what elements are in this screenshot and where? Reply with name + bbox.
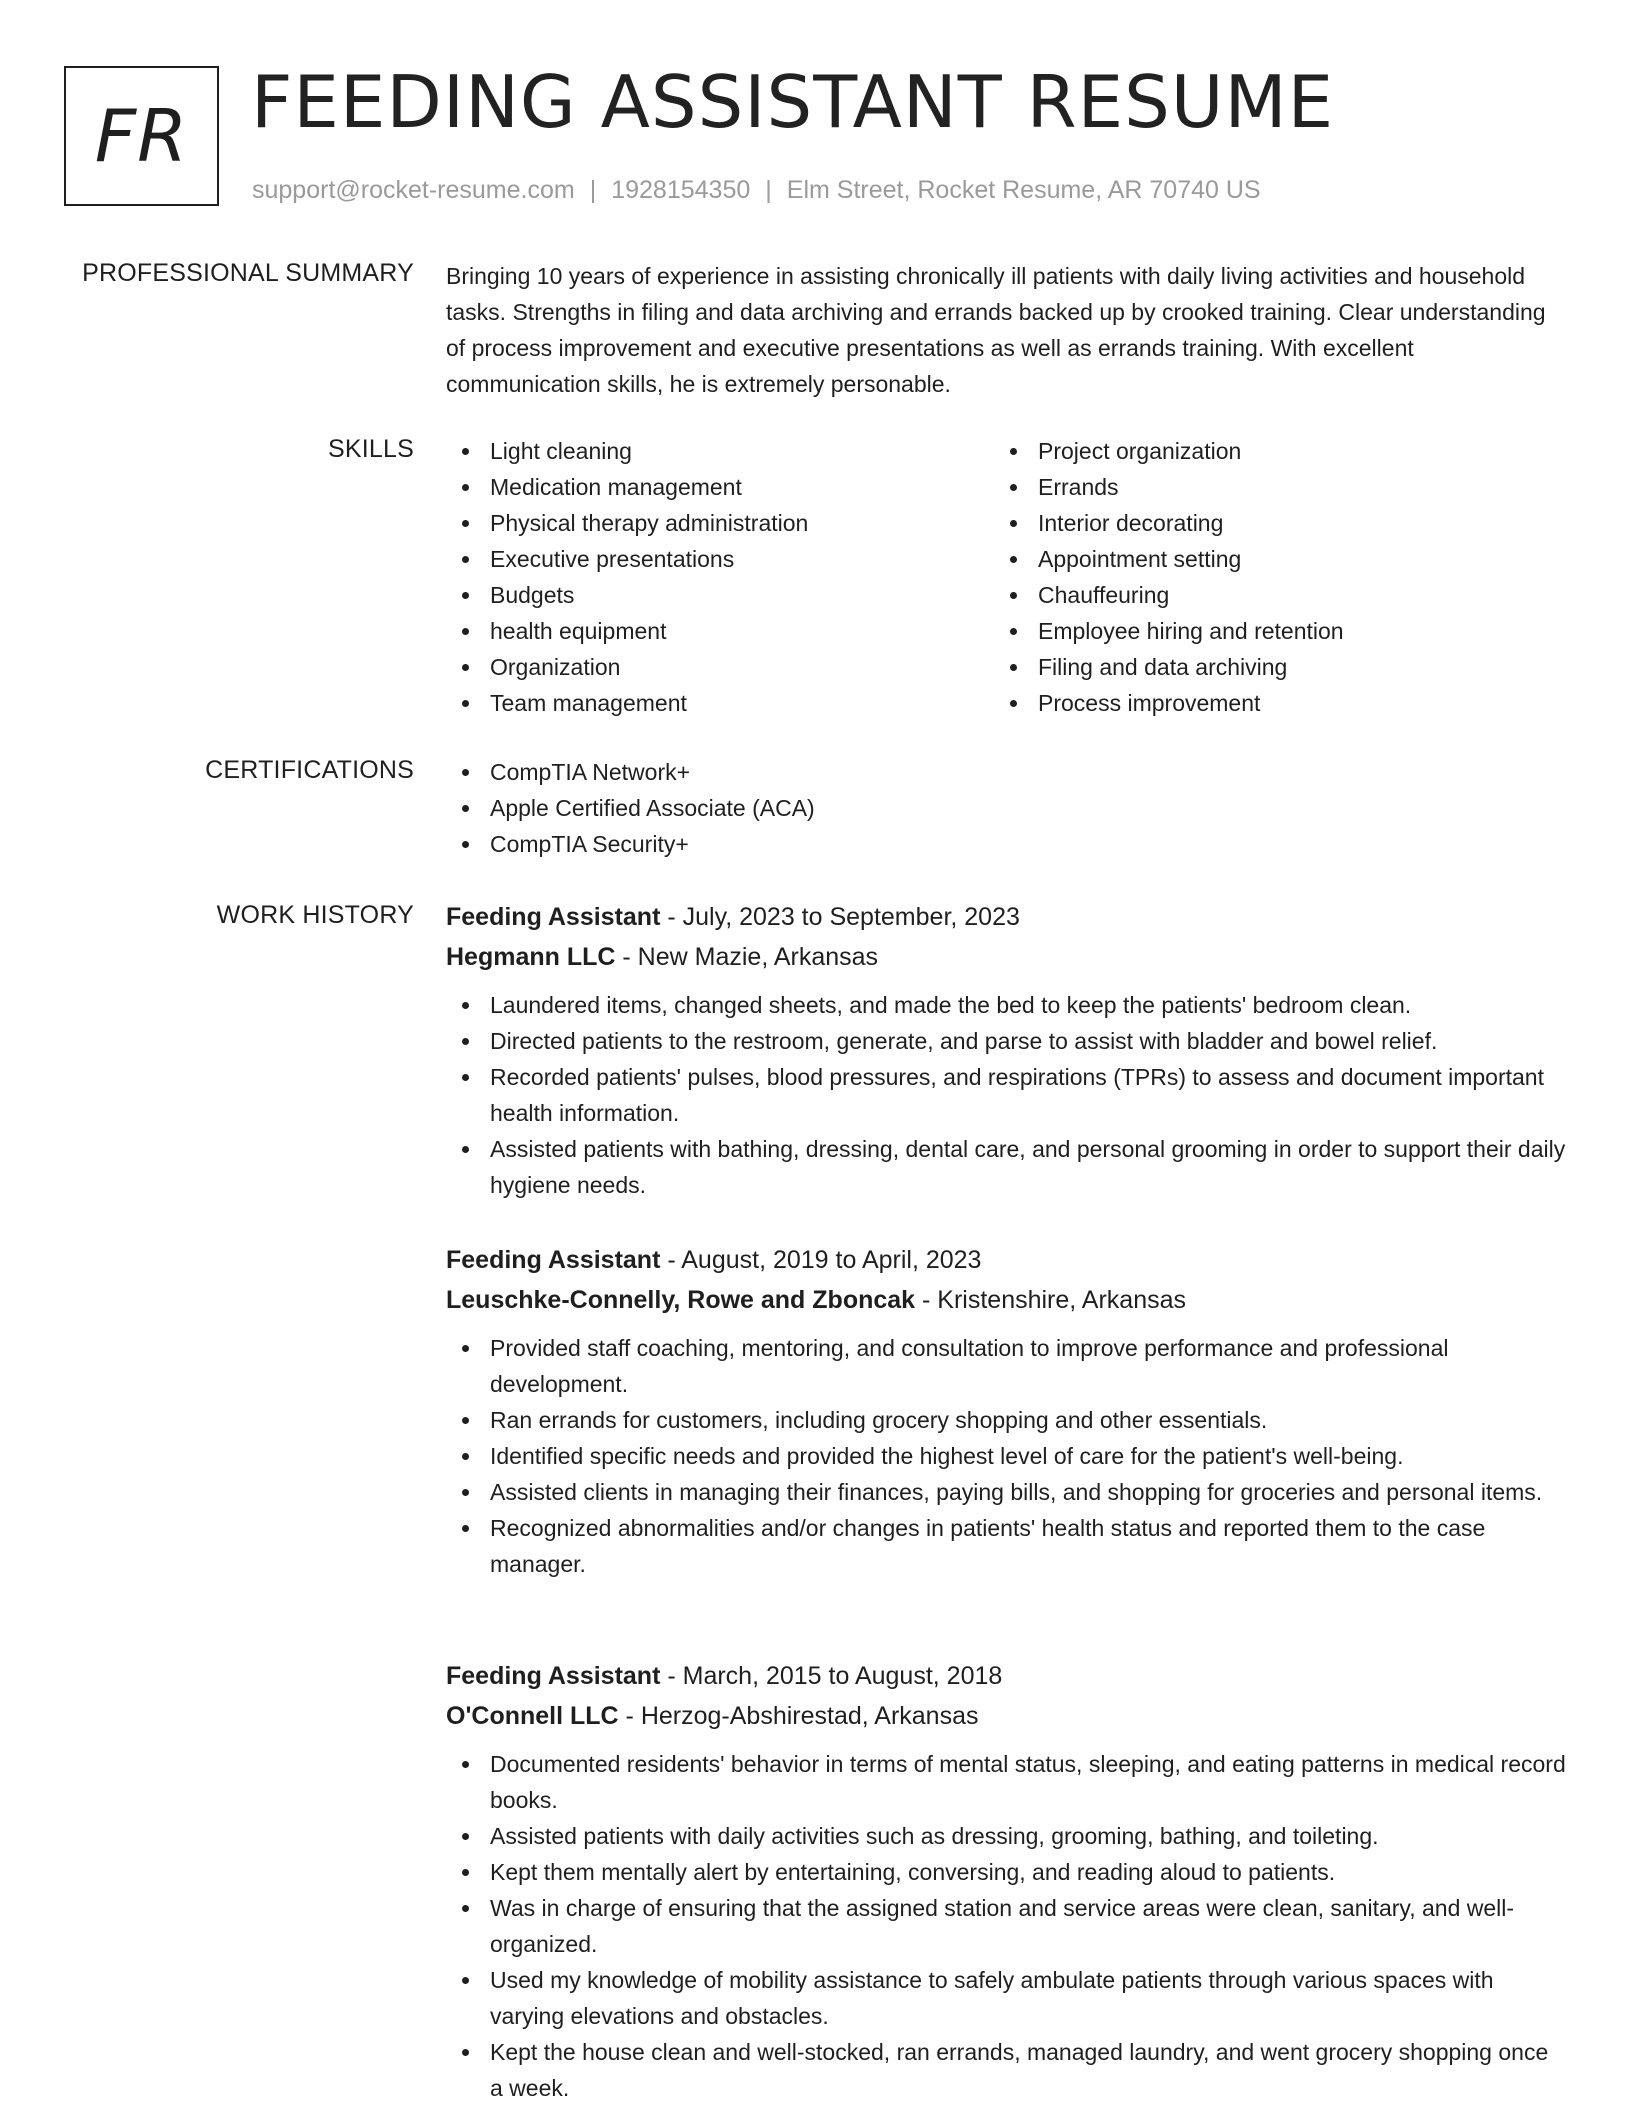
job-company: O'Connell LLC — [446, 1702, 619, 1730]
contact-phone[interactable]: 1928154350 — [611, 176, 751, 204]
initials-text: FR — [94, 94, 189, 178]
job-bullet-item: Provided staff coaching, mentoring, and consultation to improve performance and professional development. — [446, 1330, 1566, 1402]
job-company: Hegmann LLC — [446, 943, 616, 971]
certification-item: CompTIA Security+ — [446, 826, 1566, 862]
skill-item: Team management — [446, 685, 994, 721]
job-company-line — [446, 937, 1566, 977]
contact-separator: | — [765, 176, 772, 204]
skill-item: Budgets — [446, 577, 994, 613]
job-bullet-item: Directed patients to the restroom, generate, and parse to assist with bladder and bowel relief. — [446, 1023, 1566, 1059]
section-label-skills: SKILLS — [328, 435, 414, 463]
job-location: - Herzog-Abshirestad, Arkansas — [618, 1702, 979, 1730]
page-title: FEEDING ASSISTANT RESUME — [251, 60, 1335, 144]
contact-email[interactable]: support@rocket-resume.com — [252, 176, 575, 204]
contact-line — [252, 174, 1261, 206]
job-title: Feeding Assistant — [446, 1662, 661, 1690]
contact-address: Elm Street, Rocket Resume, AR 70740 US — [786, 176, 1261, 204]
skill-item: Employee hiring and retention — [994, 613, 1542, 649]
job-company: Leuschke-Connelly, Rowe and Zboncak — [446, 1286, 916, 1314]
job-title-line — [446, 1240, 1566, 1280]
certification-item: Apple Certified Associate (ACA) — [446, 790, 1566, 826]
job-bullet-item: Ran errands for customers, including grocery shopping and other essentials. — [446, 1402, 1566, 1438]
skill-item: Filing and data archiving — [994, 649, 1542, 685]
job-dates: - July, 2023 to September, 2023 — [660, 903, 1020, 931]
certification-item: CompTIA Network+ — [446, 754, 1566, 790]
skill-item: Organization — [446, 649, 994, 685]
job-company-line — [446, 1280, 1566, 1320]
job-location: - New Mazie, Arkansas — [615, 943, 879, 971]
job-entry — [446, 897, 1566, 1203]
skill-item: Physical therapy administration — [446, 505, 994, 541]
skills-grid — [446, 433, 1566, 721]
skill-item: Project organization — [994, 433, 1542, 469]
job-bullet-item: Used my knowledge of mobility assistance to safely ambulate patients through various spaces with varying elevations and obstacles. — [446, 1962, 1566, 2034]
job-bullet-item: Was in charge of ensuring that the assigned station and service areas were clean, sanitary, and well-organized. — [446, 1890, 1566, 1962]
job-company-line — [446, 1696, 1566, 1736]
skill-item: Errands — [994, 469, 1542, 505]
skill-item: Light cleaning — [446, 433, 994, 469]
skill-item: Appointment setting — [994, 541, 1542, 577]
skill-item: health equipment — [446, 613, 994, 649]
job-location: - Kristenshire, Arkansas — [915, 1286, 1187, 1314]
skills-list-right — [994, 433, 1542, 721]
job-bullet-item: Identified specific needs and provided the highest level of care for the patient's well-being. — [446, 1438, 1566, 1474]
job-title-line — [446, 897, 1566, 937]
job-title: Feeding Assistant — [446, 1246, 661, 1274]
certifications-section — [446, 754, 1566, 862]
summary-section — [446, 258, 1566, 402]
job-bullet-item: Assisted clients in managing their finances, paying bills, and shopping for groceries and personal items. — [446, 1474, 1566, 1510]
skill-item: Process improvement — [994, 685, 1542, 721]
job-bullet-item: Documented residents' behavior in terms of mental status, sleeping, and eating patterns in medical record books. — [446, 1746, 1566, 1818]
initials-monogram — [64, 66, 219, 206]
job-dates: - August, 2019 to April, 2023 — [660, 1246, 982, 1274]
skill-item: Executive presentations — [446, 541, 994, 577]
job-bullet-item: Assisted patients with bathing, dressing, dental care, and personal grooming in order to support their daily hygiene needs. — [446, 1131, 1566, 1203]
summary-text: Bringing 10 years of experience in assisting chronically ill patients with daily living activities and household tasks. Strengths in filing and data archiving and errands backed up by crooked training. Clear understanding of process improvement and executive presentations as well as errands training. With excellent communication skills, he is extremely personable. — [446, 263, 1546, 397]
section-label-work-history: WORK HISTORY — [216, 901, 414, 929]
job-bullet-item: Laundered items, changed sheets, and made the bed to keep the patients' bedroom clean. — [446, 987, 1566, 1023]
job-bullet-item: Kept them mentally alert by entertaining, conversing, and reading aloud to patients. — [446, 1854, 1566, 1890]
job-bullets — [446, 1330, 1566, 1582]
job-bullet-item: Assisted patients with daily activities such as dressing, grooming, bathing, and toileting. — [446, 1818, 1566, 1854]
skill-item: Chauffeuring — [994, 577, 1542, 613]
job-bullet-item: Recorded patients' pulses, blood pressures, and respirations (TPRs) to assess and document important health information. — [446, 1059, 1566, 1131]
job-title-line — [446, 1656, 1566, 1696]
skills-section — [446, 433, 1566, 721]
section-label-summary: PROFESSIONAL SUMMARY — [82, 259, 414, 287]
certifications-list — [446, 754, 1566, 862]
job-title: Feeding Assistant — [446, 903, 661, 931]
job-bullet-item: Recognized abnormalities and/or changes in patients' health status and reported them to the case manager. — [446, 1510, 1566, 1582]
job-bullet-item: Kept the house clean and well-stocked, ran errands, managed laundry, and went grocery shopping once a week. — [446, 2034, 1566, 2106]
skill-item: Interior decorating — [994, 505, 1542, 541]
skills-list-left — [446, 433, 994, 721]
job-dates: - March, 2015 to August, 2018 — [660, 1662, 1003, 1690]
job-entry — [446, 1656, 1566, 2106]
job-bullets — [446, 1746, 1566, 2106]
job-entry — [446, 1240, 1566, 1582]
skill-item: Medication management — [446, 469, 994, 505]
job-bullets — [446, 987, 1566, 1203]
section-label-certifications: CERTIFICATIONS — [205, 756, 414, 784]
contact-separator: | — [589, 176, 597, 204]
